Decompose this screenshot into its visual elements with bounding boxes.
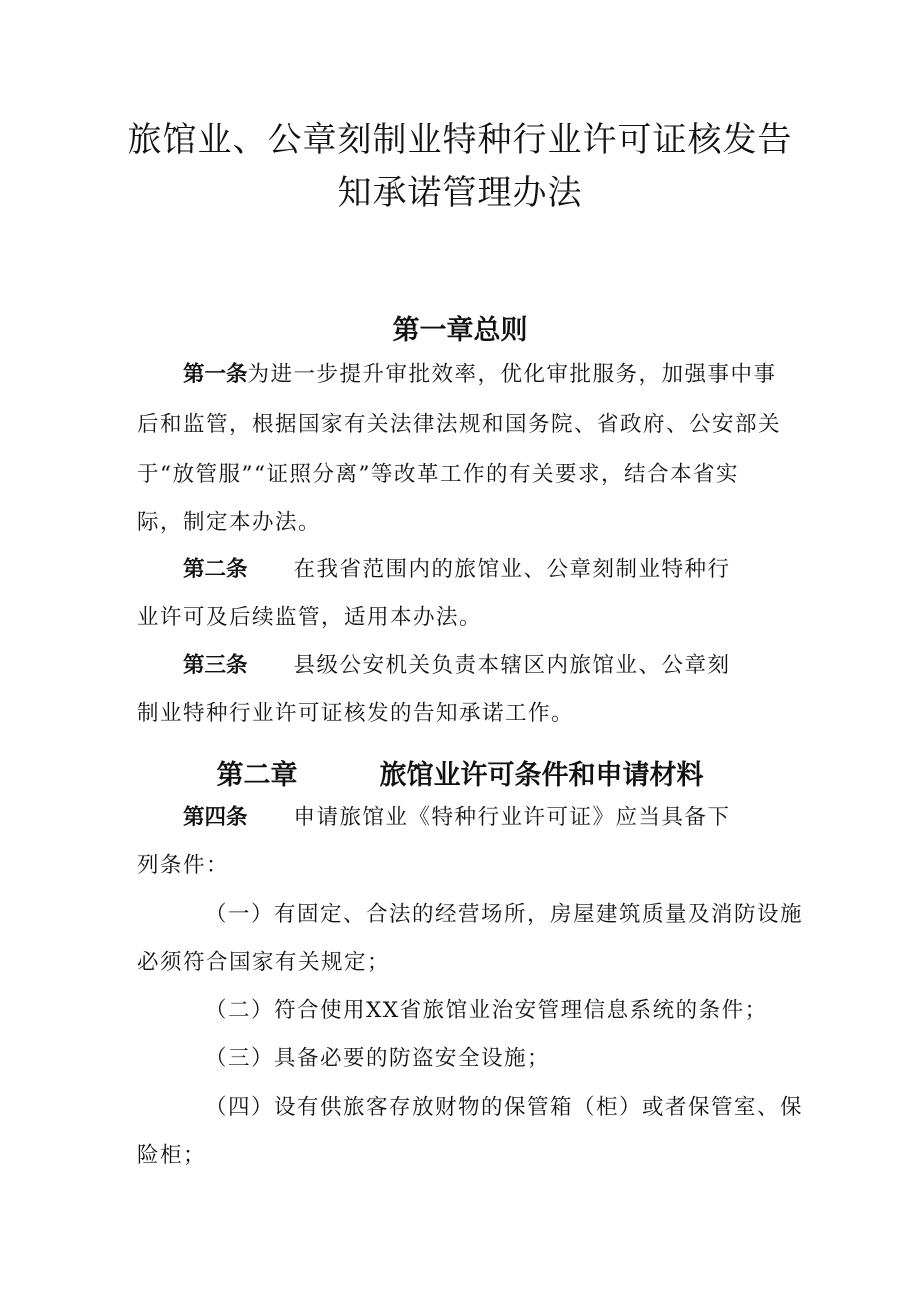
article-4-line-2: 列条件： <box>137 853 230 878</box>
article-1-text-1: 为进一步提升审批效率，优化审批服务，加强事中事 <box>247 362 777 387</box>
article-2-label: 第二条 <box>183 557 248 582</box>
condition-1-line-1: （一）有固定、合法的经营场所，房屋建筑质量及消防设施 <box>205 902 804 927</box>
article-2-line-1 <box>183 552 731 583</box>
article-2-text-1: 在我省范围内的旅馆业、公章刻制业特种行 <box>293 557 731 582</box>
article-4-line-1 <box>183 800 731 831</box>
article-4-text-1: 申请旅馆业《特种行业许可证》应当具备下 <box>293 805 731 830</box>
chapter-1-heading: 第一章总则 <box>392 315 528 346</box>
article-1-line-4: 际，制定本办法。 <box>137 510 322 535</box>
chapter-2-label: 第二章 <box>216 760 298 791</box>
article-3-text-1: 县级公安机关负责本辖区内旅馆业、公章刻 <box>293 653 731 678</box>
article-1-line-2: 后和监管，根据国家有关法律法规和国务院、省政府、公安部关 <box>137 412 782 437</box>
condition-2-line-1: （二）符合使用XX省旅馆业治安管理信息系统的条件； <box>205 998 768 1023</box>
document-title-line-1: 旅馆业、公章刻制业特种行业许可证核发告 <box>127 120 793 160</box>
article-1-label: 第一条 <box>183 362 248 387</box>
condition-4-line-2: 险柜； <box>137 1143 207 1168</box>
article-2-line-2: 业许可及后续监管，适用本办法。 <box>137 605 483 630</box>
document-title-line-2: 知承诺管理办法 <box>337 173 583 213</box>
article-1-line-3: 于“放管服”“证照分离”等改革工作的有关要求，结合本省实 <box>137 462 739 487</box>
article-3-line-2: 制业特种行业许可证核发的告知承诺工作。 <box>137 701 575 726</box>
article-3-line-1 <box>183 648 731 679</box>
condition-3-line-1: （三）具备必要的防盗安全设施； <box>205 1046 551 1071</box>
article-4-label: 第四条 <box>183 805 248 830</box>
chapter-2-title: 旅馆业许可条件和申请材料 <box>379 760 704 791</box>
article-1-line-1 <box>183 357 777 388</box>
chapter-2-heading <box>0 753 920 792</box>
condition-1-line-2: 必须符合国家有关规定； <box>137 950 391 975</box>
condition-4-line-1: （四）设有供旅客存放财物的保管箱（柜）或者保管室、保 <box>205 1095 804 1120</box>
article-3-label: 第三条 <box>183 653 248 678</box>
